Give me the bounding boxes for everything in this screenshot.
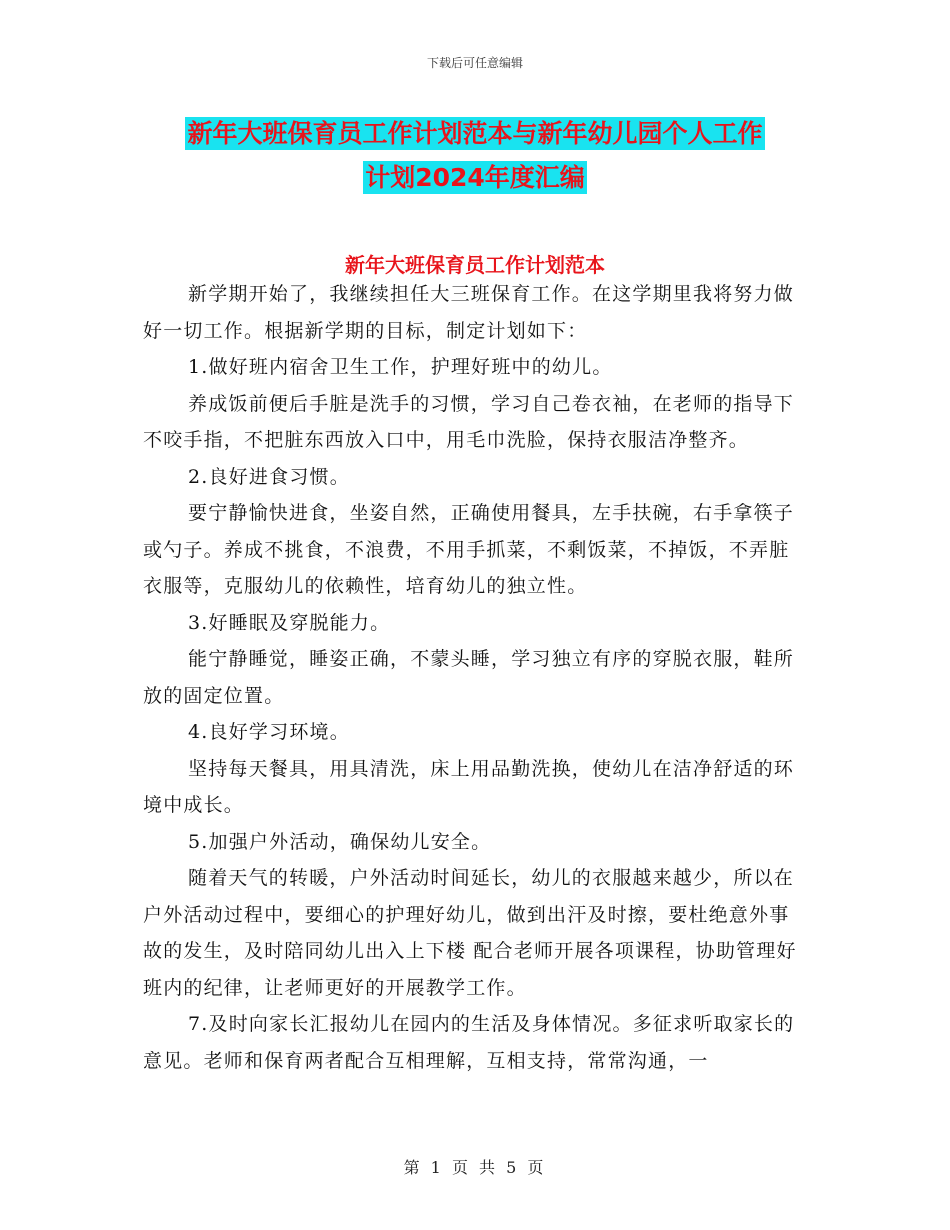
title-highlight-1: 新年大班保育员工作计划范本与新年幼儿园个人工作	[187, 119, 763, 148]
paragraph-intro: 新学期开始了，我继续担任大三班保育工作。在这学期里我将努力做好一切工作。根据新学期的目标，制定计划如下：	[143, 283, 795, 342]
paragraph-item-4-heading: 4.良好学习环境。	[188, 721, 350, 743]
document-title-line-2	[0, 158, 950, 194]
paragraph-item-2-body: 要宁静愉快进食，坐姿自然，正确使用餐具，左手扶碗，右手拿筷子或勺子。养成不挑食，不浪费，不用手抓菜，不剩饭菜，不掉饭，不弄脏衣服等，克服幼儿的依赖性，培育幼儿的独立性。	[143, 502, 795, 597]
section-title: 新年大班保育员工作计划范本	[345, 253, 605, 277]
paragraph-item-3-heading: 3.好睡眠及穿脱能力。	[188, 611, 391, 634]
document-body	[143, 276, 803, 1079]
paragraph-item-7: 7.及时向家长汇报幼儿在园内的生活及身体情况。多征求听取家长的意见。老师和保育两者配合互相理解，互相支持，常常沟通，一	[143, 1013, 795, 1072]
paragraph-item-3-body: 能宁静睡觉，睡姿正确，不蒙头睡，学习独立有序的穿脱衣服，鞋所放的固定位置。	[143, 648, 795, 707]
paragraph-item-4-body: 坚持每天餐具，用具清洗，床上用品勤洗换，使幼儿在洁净舒适的环境中成长。	[143, 757, 795, 816]
paragraph-item-5-heading: 5.加强户外活动，确保幼儿安全。	[188, 830, 492, 853]
paragraph-item-1-body: 养成饭前便后手脏是洗手的习惯，学习自己卷衣袖，在老师的指导下不咬手指，不把脏东西放入口中，用毛巾洗脸，保持衣服洁净整齐。	[143, 392, 795, 451]
paragraph-item-2-heading: 2.良好进食习惯。	[188, 465, 350, 488]
paragraph-item-5-body: 随着天气的转暖，户外活动时间延长，幼儿的衣服越来越少，所以在户外活动过程中，要细心的护理好幼儿，做到出汗及时擦，要杜绝意外事故的发生，及时陪同幼儿出入上下楼 配合老师开展各项课程，协助管理好班内的纪律，让老师更好的开展教学工作。	[143, 867, 797, 999]
header-note: 下载后可任意编辑	[426, 56, 523, 70]
paragraph-item-1-heading: 1.做好班内宿舍卫生工作，护理好班中的幼儿。	[188, 356, 613, 378]
document-title-line-1	[0, 114, 950, 150]
page-footer: 第 1 页 共 5 页	[403, 1158, 547, 1177]
title-highlight-2: 计划2024年度汇编	[365, 163, 585, 192]
